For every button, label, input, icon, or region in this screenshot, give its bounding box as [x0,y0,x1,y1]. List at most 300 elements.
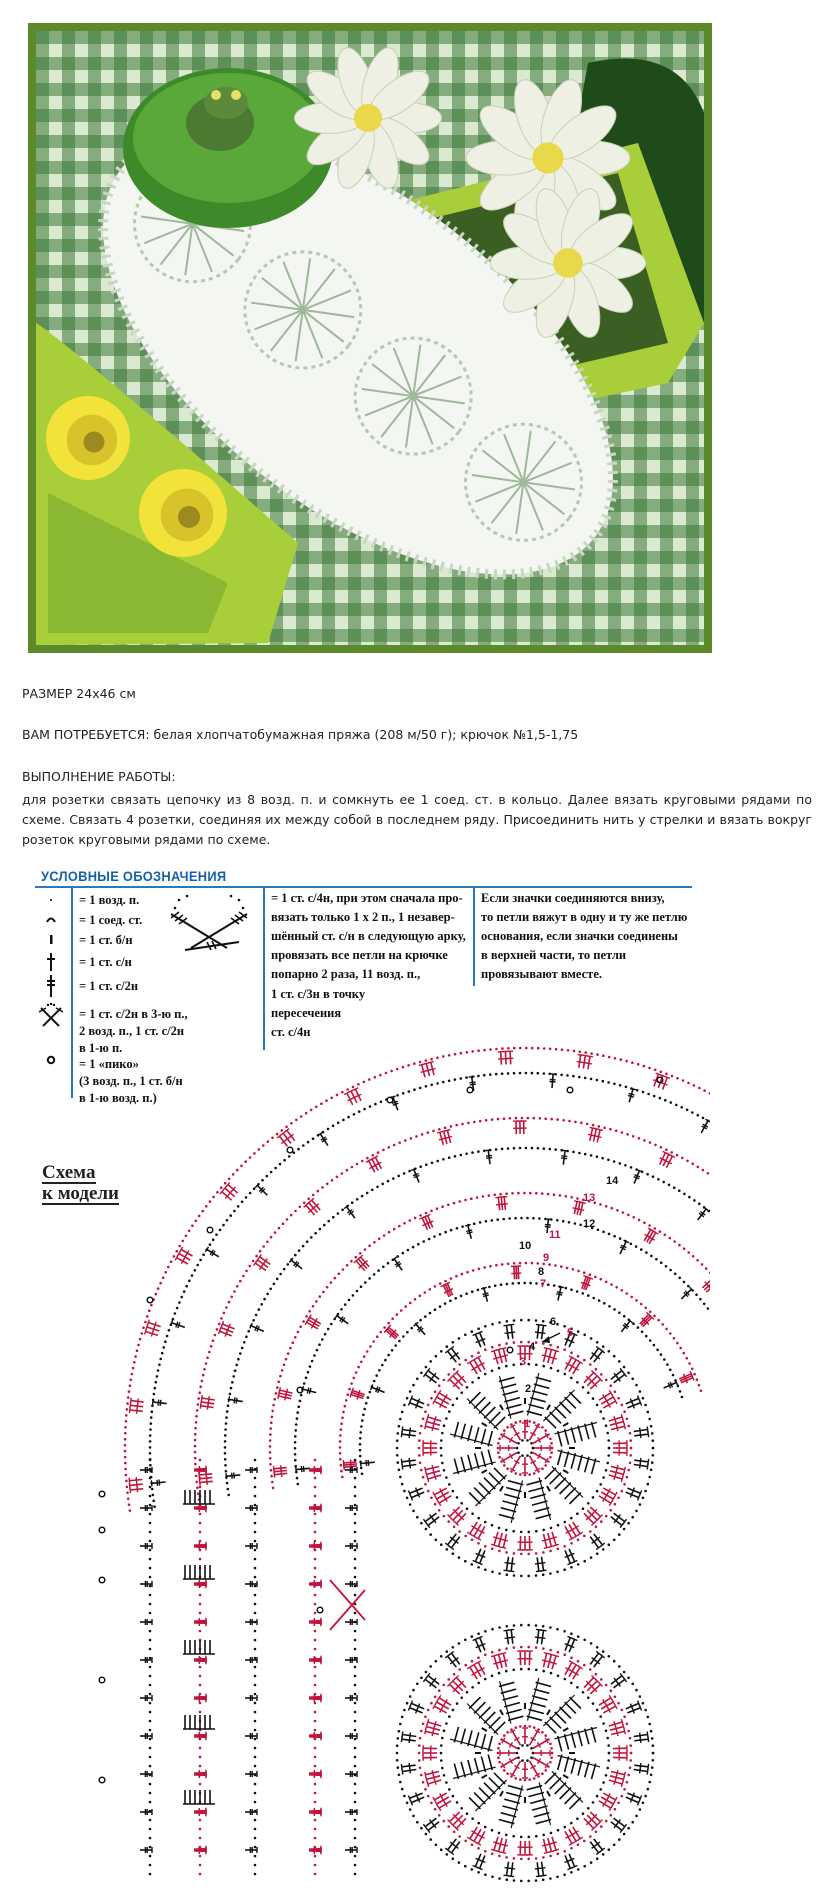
row2-sc [482,1728,487,1731]
row-number-14: 14 [606,1175,619,1187]
chain-dot [519,1147,522,1150]
stitch-cap [485,1150,491,1151]
stitch-bar [493,1842,499,1844]
chain-dot [267,1140,270,1143]
chain-dot [199,1594,202,1597]
chain-dot [124,1426,127,1429]
chain-dot [295,1423,298,1426]
chain-dot [436,1160,439,1163]
chain-dot [471,1355,474,1358]
chain-dot [518,1282,521,1285]
chain-dot [477,1351,480,1354]
stitch-bar [409,1458,410,1464]
chain-dot [296,1417,299,1420]
chain-dot [537,1262,540,1265]
stitch-bar [410,1733,411,1739]
chain-dot [302,1245,305,1248]
chain-dot [582,1691,585,1694]
chain-dot [199,1531,202,1534]
chain-dot [222,1224,225,1227]
chain-dot [519,1473,522,1476]
chain-dot [464,1199,467,1202]
row2-ladder [453,1450,496,1475]
chain-dot [602,1476,605,1479]
stitch-cap [402,1427,403,1433]
chain-dot [252,1319,255,1322]
chain-dot [376,1186,379,1189]
stitch-cap [491,1849,497,1851]
chain-dot [662,1181,665,1184]
chain-dot [149,1434,152,1437]
chain-dot [425,1059,428,1062]
chain-dot [124,1438,127,1441]
chain-dot [452,1795,455,1798]
row2-sc [547,1791,550,1796]
chain-dot [613,1083,616,1086]
chain-dot [231,1381,234,1384]
chain-dot [636,1089,639,1092]
chain-dot [592,1496,595,1499]
chain-dot [294,1429,297,1432]
chain-dot [477,1049,480,1052]
chain-dot [607,1439,610,1442]
chain-dot [530,1756,533,1759]
chain-dot [341,1417,344,1420]
chain-dot [359,1449,362,1452]
chain-dot [440,1543,443,1546]
chain-dot [356,1163,359,1166]
chain-dot [471,1290,474,1293]
chain-dot [416,1516,419,1519]
chain-dot [385,1072,388,1075]
stitch-cap [624,1728,625,1734]
chain-dot [564,1373,567,1376]
chain-dot [279,1163,282,1166]
chain-dot [125,1420,128,1423]
chain-dot [635,1384,638,1387]
chain-dot [608,1655,611,1658]
chain-dot [456,1227,459,1230]
chain-dot [249,1265,252,1268]
picot [317,1607,323,1613]
chain-dot [454,1078,457,1081]
chain-dot [538,1217,541,1220]
stitch-cap [500,1653,506,1654]
chain-dot [590,1861,593,1864]
chain-dot [448,1715,451,1718]
chain-dot [442,1055,445,1058]
chain-dot [348,1299,351,1302]
chain-dot [491,1346,494,1349]
chain-dot [550,1451,553,1454]
chain-dot [270,1469,273,1472]
chain-dot [543,1047,546,1050]
chain-dot [314,1702,317,1705]
chain-dot [380,1331,383,1334]
chain-dot [572,1075,575,1078]
chain-dot [493,1194,496,1197]
chain-dot [473,1222,476,1225]
chain-dot [688,1196,691,1199]
chain-dot [605,1729,608,1732]
chain-dot [520,1319,523,1322]
chain-dot [430,1497,433,1500]
chain-dot [535,1282,538,1285]
chain-dot [616,1209,619,1212]
chain-dot [514,1217,517,1220]
chain-dot [454,1053,457,1056]
chain-dot [520,1217,523,1220]
chain-dot [296,1411,299,1414]
rosette-motif-lower [396,1624,655,1882]
chain-dot [425,1212,428,1215]
chain-dot [354,1576,357,1579]
chain-dot [297,1148,300,1151]
chain-dot [613,1160,616,1163]
row-number-7: 7 [540,1278,547,1290]
chain-dot [524,1779,527,1782]
chain-dot [277,1381,280,1384]
chain-dot [399,1418,402,1421]
chain-dot [484,1653,487,1656]
stitch-cap [491,1544,497,1546]
chain-dot [314,1495,317,1498]
chain-dot [308,1310,311,1313]
chain-dot [314,1513,317,1516]
chain-dot [324,1333,327,1336]
yellow-flower-center [178,506,200,528]
chain-dot [414,1298,417,1301]
chain-dot [489,1073,492,1076]
chain-dot [507,1263,510,1266]
chain-dot [331,1179,334,1182]
chain-dot [352,1294,355,1297]
chain-dot [602,1345,605,1348]
chain-dot [314,1603,317,1606]
cross-label-line-5: попарно 2 раза, 11 возд. п., [271,967,421,981]
chain-dot [312,1305,315,1308]
chain-dot [237,1358,240,1361]
legend-label-double: = 1 ст. с/н [79,955,132,969]
chain-dot [512,1669,515,1672]
chain-dot [606,1737,609,1740]
chain-dot [516,1447,519,1450]
chain-dot [452,1857,455,1860]
chain-dot [354,1585,357,1588]
legend-label-slip: = 1 соед. ст. [79,913,143,927]
chain-dot [232,1375,235,1378]
picot [99,1777,105,1783]
legend-title: УСЛОВНЫЕ ОБОЗНАЧЕНИЯ [41,868,227,884]
chain-dot [550,1672,553,1675]
chain-dot [271,1137,274,1140]
chain-dot [574,1222,577,1225]
chain-dot [519,1047,522,1050]
chain-dot [407,1064,410,1067]
chain-dot [608,1447,611,1450]
chain-dot [456,1801,459,1804]
chain-dot [582,1507,585,1510]
chain-dot [454,1155,457,1158]
stitch-bar [157,1480,158,1486]
chain-dot [220,1317,223,1320]
chain-dot [438,1689,441,1692]
chain-dot [401,1716,404,1719]
chain-dot [142,1326,145,1329]
chain-dot [194,1427,197,1430]
chain-dot [292,1341,295,1344]
stitch-bar [432,1770,433,1776]
chain-dot [627,1214,630,1217]
chain-dot [521,1759,524,1762]
chain-dot [484,1826,487,1829]
chain-dot [439,1233,442,1236]
chain-dot [669,1237,672,1240]
chain-dot [651,1766,654,1769]
chain-dot [629,1767,632,1770]
chain-dot [535,1574,538,1577]
chain-dot [149,1459,152,1462]
chain-dot [503,1117,506,1120]
chain-dot [412,1510,415,1513]
chain-dot [403,1172,406,1175]
chain-dot [564,1826,567,1829]
chain-dot [312,1194,315,1197]
picot-icon [41,1054,61,1070]
chain-dot [651,1461,654,1464]
chain-dot [495,1264,498,1267]
chain-dot [500,1460,503,1463]
chain-dot [196,1409,199,1412]
row-number-5: 5 [567,1327,574,1339]
chain-dot [671,1075,674,1078]
chain-dot [617,1802,620,1805]
chain-dot [498,1672,501,1675]
chain-dot [430,1058,433,1061]
chain-dot [149,1452,152,1455]
chain-dot [149,1540,152,1543]
chain-dot [605,1774,608,1777]
chain-dot [233,1210,236,1213]
chain-dot [235,1364,238,1367]
chain-dot [660,1353,663,1356]
chain-dot [356,1198,359,1201]
chain-dot [557,1548,560,1551]
stitch-bar [542,1540,548,1541]
chain-dot [537,1072,540,1075]
frog-eye [211,90,221,100]
chain-dot [543,1147,546,1150]
chain-dot [570,1196,573,1199]
chain-dot [422,1418,425,1421]
chain-dot [537,1047,540,1050]
chain-dot [520,1531,523,1534]
border-stitch [416,1324,425,1335]
chain-dot [424,1788,427,1791]
row2-sc [500,1710,503,1715]
chain-dot [254,1873,257,1876]
chain-dot [124,1456,127,1459]
chain-dot [410,1327,413,1330]
chain-dot [640,1248,643,1251]
chain-dot [599,1410,602,1413]
chain-dot [354,1594,357,1597]
chain-dot [655,1258,658,1261]
chain-dot [488,1286,491,1289]
chain-dot [393,1144,396,1147]
chain-dot [327,1220,330,1223]
chain-dot [583,1639,586,1642]
chain-dot [429,1312,432,1315]
chain-dot [542,1529,545,1532]
chain-dot [183,1290,186,1293]
chain-dot [224,1434,227,1437]
chain-dot [314,1477,317,1480]
chain-dot [506,1772,509,1775]
chain-dot [466,1051,469,1054]
chain-dot [151,1405,154,1408]
chain-dot [332,1216,335,1219]
chain-dot [647,1093,650,1096]
chain-dot [589,1668,592,1671]
chain-dot [424,1483,427,1486]
chain-dot [227,1488,230,1491]
lily-center [532,142,563,173]
chain-dot [458,1337,461,1340]
chain-dot [444,1127,447,1130]
stitch-bar [434,1721,436,1727]
chain-dot [533,1777,536,1780]
chain-dot [703,1089,706,1092]
chain-dot [477,1656,480,1659]
chain-dot [412,1384,415,1387]
chain-dot [406,1397,409,1400]
chain-dot [576,1381,579,1384]
chain-dot [660,1261,663,1264]
chain-dot [449,1300,452,1303]
chain-dot [471,1539,474,1542]
chain-dot [149,1513,152,1516]
chain-dot [524,1474,527,1477]
chain-dot [210,1345,213,1348]
chain-dot [194,1463,197,1466]
chain-dot [491,1675,494,1678]
stitch-cap [536,1876,542,1877]
chain-dot [225,1470,228,1473]
chain-dot [521,1454,524,1457]
photo-illustration [28,23,712,653]
chain-dot [452,1552,455,1555]
chain-dot [375,1374,378,1377]
chain-dot [330,1323,333,1326]
chain-dot [640,1303,643,1306]
chain-dot [549,1148,552,1151]
single-crochet-icon [41,932,61,950]
chain-dot [436,1207,439,1210]
chain-dot [589,1363,592,1366]
row2-ladder [543,1390,581,1428]
row2-ladder [545,1466,583,1504]
stitch-cap [296,1467,297,1473]
chain-dot [491,1853,494,1856]
stitch-bar [502,1355,508,1356]
chain-dot [635,1245,638,1248]
chain-dot [556,1876,559,1879]
chain-dot [341,1209,344,1212]
chain-dot [498,1321,501,1324]
chain-dot [584,1153,587,1156]
chain-dot [434,1503,437,1506]
chain-dot [290,1122,293,1125]
chain-dot [149,1576,152,1579]
chain-dot [368,1277,371,1280]
chain-dot [528,1836,531,1839]
chain-dot [594,1276,597,1279]
chain-dot [438,1509,441,1512]
chain-dot [550,1118,553,1121]
chain-dot [527,1646,530,1649]
chain-dot [564,1678,567,1681]
chain-dot [425,1163,428,1166]
chain-dot [491,1524,494,1527]
stitch-cap [343,1460,344,1466]
chain-dot [299,1325,302,1328]
chain-dot [307,1198,310,1201]
chain-dot [532,1447,535,1450]
chain-dot [149,1729,152,1732]
chain-dot [272,1487,275,1490]
chain-dot [580,1122,583,1125]
chain-dot [313,1354,316,1357]
chain-dot [254,1864,257,1867]
chain-dot [605,1469,608,1472]
chain-dot [574,1121,577,1124]
chain-dot [254,1720,257,1723]
chain-dot [415,1135,418,1138]
chain-dot [354,1864,357,1867]
stitch-bar [502,1660,508,1661]
chain-dot [590,1154,593,1157]
chain-dot [498,1855,501,1858]
stitch-bar [662,1083,668,1085]
chain-dot [278,1227,281,1230]
chain-dot [643,1065,646,1068]
chain-dot [600,1520,603,1523]
chain-dot [497,1451,500,1454]
chain-dot [412,1246,415,1249]
chain-dot [477,1847,480,1850]
chain-dot [254,1585,257,1588]
chain-dot [314,1756,317,1759]
chain-dot [271,1481,274,1484]
chain-dot [371,1154,374,1157]
chain-dot [247,1330,250,1333]
chain-dot [363,1108,366,1111]
chain-dot [544,1464,547,1467]
chain-dot [542,1573,545,1576]
chain-dot [657,1178,660,1181]
chain-dot [613,1235,616,1238]
chain-dot [526,1759,529,1762]
chain-dot [669,1269,672,1272]
chain-dot [610,1283,613,1286]
chain-dot [453,1673,456,1676]
chain-dot [406,1497,409,1500]
stitch-cap [360,1461,361,1467]
chain-dot [519,1778,522,1781]
chain-dot [617,1397,620,1400]
chain-dot [302,1144,305,1147]
